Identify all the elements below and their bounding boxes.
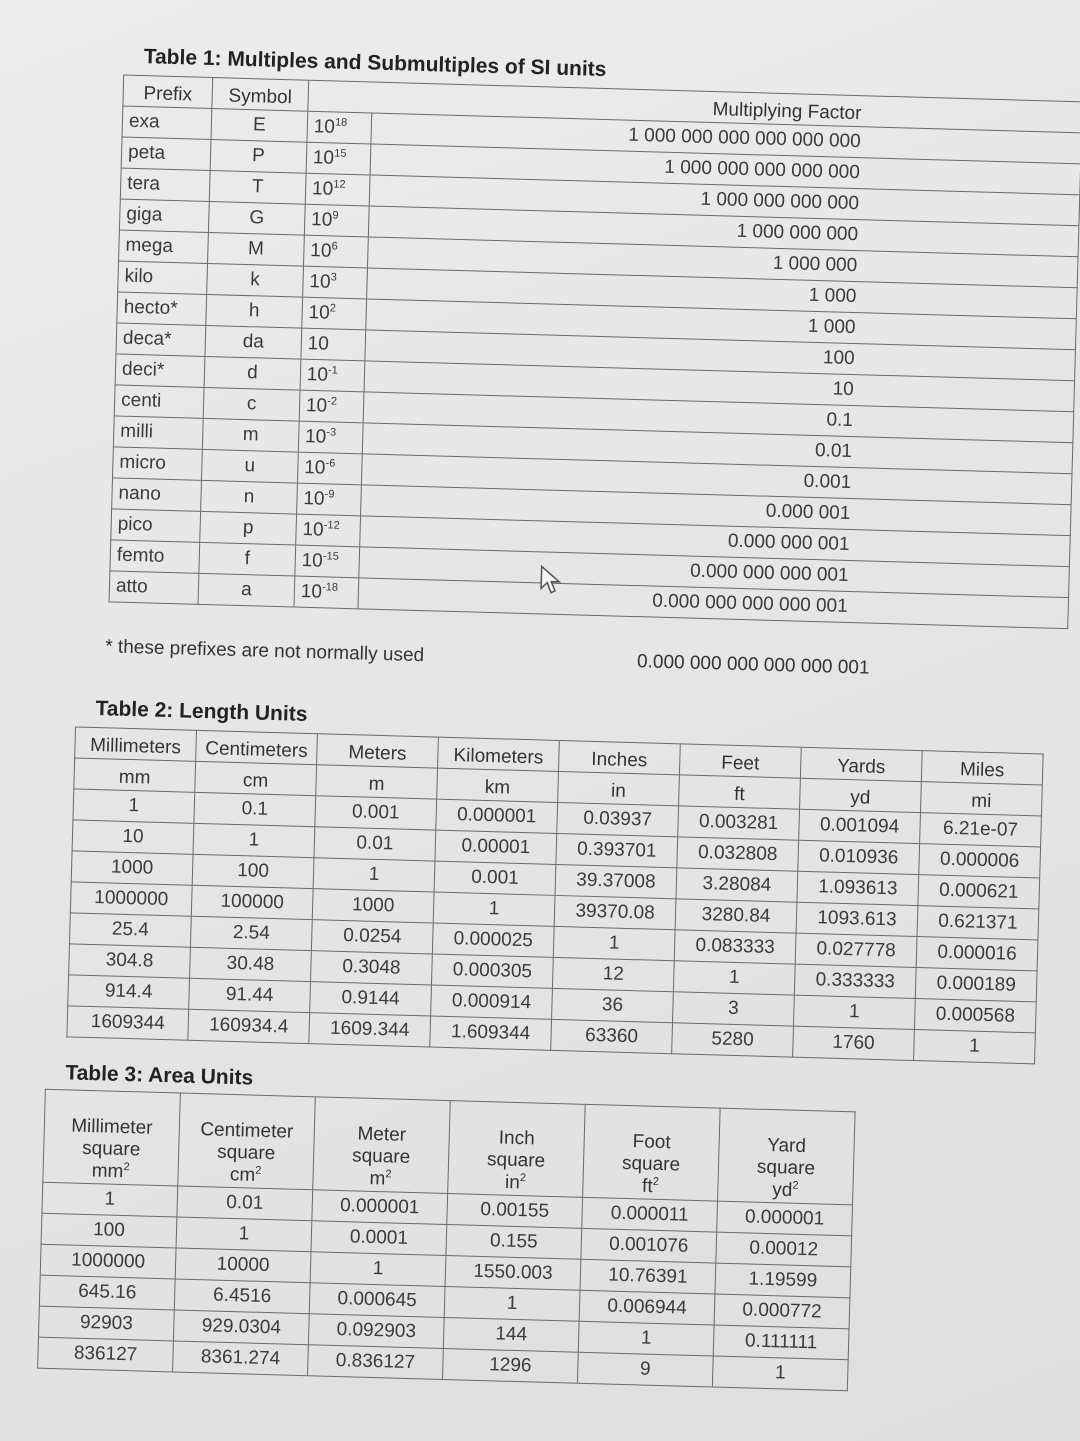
- power-exponent: -1: [327, 364, 339, 377]
- table2-caption: Table 2: Length Units: [95, 697, 308, 726]
- table2-cell: 0.027778: [795, 933, 917, 967]
- table3-cell: 1: [176, 1217, 312, 1252]
- table2-unit-header: mm: [74, 758, 196, 792]
- table2-cell: 0.03937: [557, 802, 679, 836]
- power-exponent: -9: [324, 488, 335, 501]
- table3-cell: 0.00012: [716, 1232, 852, 1267]
- table2-unit-header: in: [558, 771, 680, 805]
- factor-cell: 100: [365, 330, 1076, 381]
- table3-column-header: [718, 1108, 856, 1205]
- prefix-cell: giga: [119, 199, 209, 232]
- table2-cell: 1: [193, 823, 315, 857]
- table2-cell: 0.00001: [435, 830, 557, 864]
- table3-cell: 0.111111: [713, 1325, 849, 1360]
- prefix-cell: peta: [121, 137, 211, 170]
- symbol-cell: h: [206, 294, 303, 328]
- table1-header-factor: Multiplying Factor: [308, 80, 1080, 133]
- table3-cell: 645.16: [39, 1275, 175, 1310]
- power-cell: [305, 173, 370, 206]
- power-cell: [297, 452, 362, 485]
- table2-cell: 3: [673, 992, 795, 1026]
- power-exponent: 12: [333, 178, 346, 191]
- symbol-cell: p: [200, 511, 297, 545]
- table2-cell: 5280: [672, 1023, 794, 1057]
- table2-cell: 63360: [551, 1019, 673, 1053]
- power-base: 10: [301, 549, 324, 572]
- table3-cell: 0.006944: [579, 1290, 715, 1325]
- table1: [109, 75, 1080, 630]
- symbol-cell: T: [209, 171, 306, 205]
- power-cell: [298, 421, 363, 454]
- factor-cell: 10: [364, 361, 1075, 412]
- table2-cell: 1000000: [70, 882, 192, 916]
- prefix-cell: mega: [119, 230, 209, 263]
- unit-exponent: 2: [123, 1160, 130, 1173]
- prefix-cell: femto: [110, 540, 200, 573]
- table3-column-header: [178, 1093, 316, 1190]
- table2-cell: 0.333333: [794, 964, 916, 998]
- table3-column-header: [313, 1097, 451, 1194]
- table3-cell: 10.76391: [580, 1259, 716, 1294]
- unit-symbol: m: [369, 1167, 386, 1190]
- table3-header-unit: [589, 1174, 712, 1200]
- factor-cell: 0.000 000 000 001: [359, 547, 1070, 598]
- power-exponent: 15: [334, 147, 347, 160]
- table3-header-word: square: [81, 1137, 141, 1161]
- unit-exponent: 2: [652, 1175, 660, 1188]
- table1-header-symbol: Symbol: [212, 78, 309, 112]
- table2-cell: 1: [73, 789, 195, 823]
- table2-cell: 1: [553, 926, 675, 960]
- table3-header-word: square: [486, 1148, 546, 1172]
- table2-unit-header: cm: [195, 761, 317, 795]
- table2-cell: 12: [552, 957, 674, 991]
- power-base: 10: [302, 518, 324, 541]
- prefix-cell: exa: [122, 106, 212, 139]
- table2-column-header: Millimeters: [75, 727, 197, 761]
- unit-symbol: ft: [641, 1175, 653, 1197]
- table3-cell: 100: [41, 1213, 177, 1248]
- table3-header-name: Inch: [498, 1127, 535, 1150]
- table2-cell: 0.9144: [310, 982, 432, 1016]
- table3-header-name: Foot: [632, 1130, 671, 1153]
- table3-header-unit: [724, 1177, 847, 1203]
- prefix-cell: tera: [120, 168, 210, 201]
- power-base: 10: [308, 301, 331, 324]
- power-base: 10: [300, 580, 323, 603]
- unit-symbol: cm: [229, 1163, 256, 1186]
- table2-cell: 0.000914: [431, 985, 553, 1019]
- power-base: 10: [313, 116, 336, 138]
- table3-cell: 929.0304: [173, 1310, 309, 1345]
- table3-cell: 1: [310, 1252, 446, 1287]
- mouse-cursor-icon: [539, 564, 564, 595]
- table2-cell: 39.37008: [555, 864, 677, 898]
- table3-cell: 0.000645: [309, 1283, 445, 1318]
- prefix-cell: deci*: [115, 354, 205, 387]
- table2-cell: 1093.613: [796, 902, 918, 936]
- table3-cell: 0.000001: [312, 1190, 448, 1225]
- table3-cell: 1.19599: [715, 1263, 851, 1298]
- unit-symbol: in: [504, 1171, 521, 1194]
- unit-exponent: 2: [255, 1164, 262, 1177]
- table3-cell: 1: [578, 1321, 714, 1356]
- power-cell: [299, 390, 364, 423]
- table2-cell: 1: [433, 892, 555, 926]
- symbol-cell: n: [201, 480, 298, 514]
- table2-cell: 0.621371: [917, 906, 1039, 940]
- power-base: 10: [311, 178, 334, 200]
- table2-cell: 100000: [191, 885, 313, 919]
- power-base: 10: [310, 239, 332, 262]
- power-cell: [300, 359, 365, 392]
- symbol-cell: a: [198, 573, 295, 607]
- table2-cell: 0.000621: [918, 875, 1040, 909]
- factor-cell: 1 000 000 000 000 000 000: [371, 113, 1080, 164]
- symbol-cell: k: [207, 263, 304, 297]
- table2-cell: 0.001: [434, 861, 556, 895]
- table2-column-header: Kilometers: [438, 737, 560, 771]
- table2-cell: 0.1: [194, 792, 316, 826]
- table3-body: [38, 1182, 853, 1391]
- table2-cell: 1: [313, 858, 435, 892]
- table2-cell: 0.0254: [311, 920, 433, 954]
- table3-column-header: [43, 1089, 181, 1186]
- table2-cell: 1609.344: [309, 1013, 431, 1047]
- power-exponent: 2: [329, 302, 337, 315]
- power-base: 10: [309, 270, 331, 293]
- prefix-cell: centi: [114, 385, 204, 418]
- prefix-cell: atto: [109, 571, 199, 604]
- power-cell: [306, 142, 371, 175]
- table1-body: [109, 106, 1080, 629]
- table2-cell: 0.000305: [431, 954, 553, 988]
- power-exponent: 3: [330, 271, 337, 284]
- unit-symbol: yd: [771, 1179, 793, 1201]
- power-cell: [302, 297, 367, 330]
- symbol-cell: M: [208, 232, 305, 266]
- table2-cell: 10: [72, 820, 194, 854]
- table2-cell: 1760: [793, 1026, 915, 1060]
- table2-cell: 36: [552, 988, 674, 1022]
- table2-column-header: Feet: [679, 744, 801, 778]
- factor-cell: 1 000: [367, 268, 1078, 319]
- table3-header-unit: [319, 1166, 442, 1192]
- table2-cell: 0.000016: [916, 937, 1038, 971]
- prefix-cell: hecto*: [117, 292, 207, 325]
- table2-cell: 30.48: [190, 947, 312, 981]
- table3-cell: 1296: [442, 1348, 578, 1383]
- table3-cell: 0.01: [177, 1186, 313, 1221]
- table3-cell: 0.0001: [311, 1221, 447, 1256]
- prefix-cell: deca*: [116, 323, 206, 356]
- factor-cell: 0.01: [362, 423, 1073, 474]
- table3-header-name: Centimeter: [200, 1118, 294, 1143]
- table3-cell: 0.000772: [714, 1294, 850, 1329]
- factor-cell: 0.1: [363, 392, 1074, 443]
- table2-cell: 1609344: [67, 1006, 189, 1040]
- power-base: 10: [305, 394, 328, 417]
- power-exponent: 6: [331, 240, 338, 253]
- table2-cell: 91.44: [189, 978, 311, 1012]
- factor-cell: 0.001: [361, 454, 1072, 505]
- power-cell: [303, 266, 368, 299]
- symbol-cell: E: [211, 109, 308, 143]
- table2-cell: 1: [673, 961, 795, 995]
- symbol-cell: c: [203, 387, 300, 421]
- table2-cell: 0.083333: [674, 930, 796, 964]
- symbol-cell: f: [199, 542, 296, 576]
- table2-cell: 0.032808: [677, 837, 799, 871]
- table2-cell: 0.001094: [799, 809, 921, 843]
- table3-cell: 1: [42, 1182, 178, 1217]
- power-base: 10: [312, 147, 335, 169]
- table2-cell: 160934.4: [188, 1009, 310, 1043]
- factor-cell: 1 000 000 000 000 000: [370, 144, 1080, 195]
- table3-cell: 1: [712, 1356, 848, 1391]
- power-exponent: -6: [325, 457, 336, 470]
- table3-cell: 0.836127: [308, 1345, 444, 1380]
- table2-cell: 0.000025: [432, 923, 554, 957]
- table1-extra-factor: 0.000 000 000 000 000 001: [636, 651, 870, 679]
- prefix-cell: nano: [112, 478, 202, 511]
- unit-exponent: 2: [792, 1179, 799, 1192]
- table2-cell: 25.4: [69, 913, 191, 947]
- table3-header-name: Meter: [357, 1123, 407, 1146]
- power-exponent: -18: [321, 581, 339, 594]
- table3-cell: 8361.274: [173, 1341, 309, 1376]
- power-exponent: -12: [323, 519, 340, 532]
- table2-cell: 1000: [71, 851, 193, 885]
- table2-cell: 0.010936: [798, 840, 920, 874]
- table3-cell: 0.000011: [582, 1197, 718, 1232]
- table3-cell: 1000000: [40, 1244, 176, 1279]
- table3-cell: 10000: [175, 1248, 311, 1283]
- factor-cell: 0.000 001: [361, 485, 1072, 536]
- table2-cell: 0.000006: [919, 844, 1041, 878]
- table2-cell: 1.093613: [797, 871, 919, 905]
- table3: [37, 1089, 856, 1392]
- table3-cell: 0.092903: [308, 1314, 444, 1349]
- symbol-cell: u: [202, 449, 299, 483]
- table2-unit-header: m: [316, 765, 438, 799]
- factor-cell: 1 000 000 000 000: [369, 175, 1080, 226]
- table2-cell: 0.001: [315, 796, 437, 830]
- factor-cell: 1 000 000: [367, 237, 1078, 288]
- table3-header-unit: [184, 1162, 307, 1188]
- table2-cell: 6.21e-07: [920, 813, 1042, 847]
- table2-cell: 0.000568: [914, 999, 1036, 1033]
- power-cell: [295, 545, 360, 578]
- table2-body: [67, 789, 1042, 1064]
- table3-header-unit: [454, 1170, 577, 1196]
- factor-cell: 0.000 000 000 000 001: [358, 578, 1069, 629]
- table3-cell: 92903: [38, 1306, 174, 1341]
- table2-cell: 1: [914, 1030, 1036, 1064]
- power-base: 10: [306, 363, 329, 386]
- table3-column-header: [448, 1101, 586, 1198]
- table3-header-word: square: [351, 1145, 411, 1168]
- table2-unit-header: ft: [679, 775, 801, 809]
- table2-column-header: Inches: [558, 740, 680, 774]
- table3-header-word: square: [756, 1156, 816, 1179]
- table3-cell: 1: [444, 1287, 580, 1322]
- power-exponent: 9: [332, 209, 339, 222]
- table2-unit-header: mi: [920, 782, 1042, 816]
- power-cell: [301, 328, 366, 361]
- table2-column-header: Yards: [800, 747, 922, 781]
- power-base: 10: [304, 425, 327, 448]
- table2-cell: 39370.08: [554, 895, 676, 929]
- table2-cell: 2.54: [190, 916, 312, 950]
- table2-cell: 1: [793, 995, 915, 1029]
- factor-cell: 1 000 000 000: [368, 206, 1079, 257]
- table2-cell: 3.28084: [676, 868, 798, 902]
- power-exponent: -15: [322, 550, 339, 563]
- table2-cell: 0.003281: [678, 806, 800, 840]
- symbol-cell: d: [204, 356, 301, 390]
- table3-header-unit: [49, 1159, 172, 1185]
- table3-column-header: [583, 1104, 721, 1201]
- table3-header-name: Millimeter: [70, 1115, 153, 1139]
- symbol-cell: G: [208, 202, 305, 236]
- table3-cell: 836127: [38, 1337, 174, 1372]
- table2-column-header: Centimeters: [196, 730, 318, 764]
- unit-exponent: 2: [519, 1171, 527, 1184]
- table2-cell: 0.01: [314, 827, 436, 861]
- table2-column-header: Meters: [317, 734, 439, 768]
- power-cell: [303, 235, 368, 268]
- table2-cell: 100: [192, 854, 314, 888]
- factor-cell: 0.000 000 001: [360, 516, 1071, 567]
- power-cell: [307, 111, 372, 144]
- table3-cell: 1550.003: [445, 1256, 581, 1291]
- table3-cell: 0.00155: [447, 1194, 583, 1229]
- table3-cell: 144: [443, 1317, 579, 1352]
- prefix-cell: micro: [113, 447, 203, 480]
- table2-unit-header: km: [437, 768, 559, 802]
- power-base: 10: [307, 332, 330, 355]
- table1-footnote: * these prefixes are not normally used: [104, 636, 425, 667]
- table3-cell: 0.155: [446, 1225, 582, 1260]
- symbol-cell: m: [202, 418, 299, 452]
- table2-cell: 0.000001: [436, 799, 558, 833]
- power-exponent: 18: [334, 116, 348, 129]
- table3-header-word: square: [621, 1152, 681, 1176]
- table3-header-word: square: [216, 1141, 276, 1164]
- table1-header-prefix: Prefix: [123, 75, 213, 108]
- table2-cell: 1000: [312, 889, 434, 923]
- table2-cell: 1.609344: [430, 1016, 552, 1050]
- table2-cell: 0.3048: [311, 951, 433, 985]
- power-base: 10: [310, 209, 333, 231]
- table2-cell: 0.393701: [556, 833, 678, 867]
- table2-cell: 0.000189: [915, 968, 1037, 1002]
- unit-exponent: 2: [385, 1167, 392, 1181]
- table2: [66, 726, 1043, 1064]
- symbol-cell: da: [205, 325, 302, 359]
- power-exponent: -3: [326, 426, 337, 439]
- table2-cell: 304.8: [69, 944, 191, 978]
- table3-header-name: Yard: [766, 1134, 807, 1157]
- power-base: 10: [303, 456, 326, 479]
- power-exponent: -2: [327, 395, 338, 408]
- power-cell: [304, 204, 369, 237]
- factor-cell: 1 000: [366, 299, 1077, 350]
- table3-cell: 6.4516: [174, 1279, 310, 1314]
- table3-caption: Table 3: Area Units: [65, 1061, 254, 1090]
- power-base: 10: [303, 487, 325, 510]
- table3-cell: 0.000001: [717, 1201, 853, 1236]
- table2-column-header: Miles: [921, 751, 1043, 785]
- power-cell: [294, 576, 359, 609]
- symbol-cell: P: [210, 140, 307, 174]
- power-cell: [296, 514, 361, 547]
- table2-unit-header: yd: [800, 778, 922, 812]
- document-sheet: [36, 31, 1080, 1439]
- table3-cell: 0.001076: [581, 1228, 717, 1263]
- table2-cell: 3280.84: [675, 899, 797, 933]
- power-cell: [296, 483, 361, 516]
- table1-caption: Table 1: Multiples and Submultiples of SI units: [143, 45, 607, 82]
- prefix-cell: pico: [111, 509, 201, 542]
- prefix-cell: milli: [113, 416, 203, 449]
- table2-cell: 914.4: [68, 975, 190, 1009]
- table3-cell: 9: [577, 1352, 713, 1387]
- prefix-cell: kilo: [118, 261, 208, 294]
- unit-symbol: mm: [91, 1160, 124, 1182]
